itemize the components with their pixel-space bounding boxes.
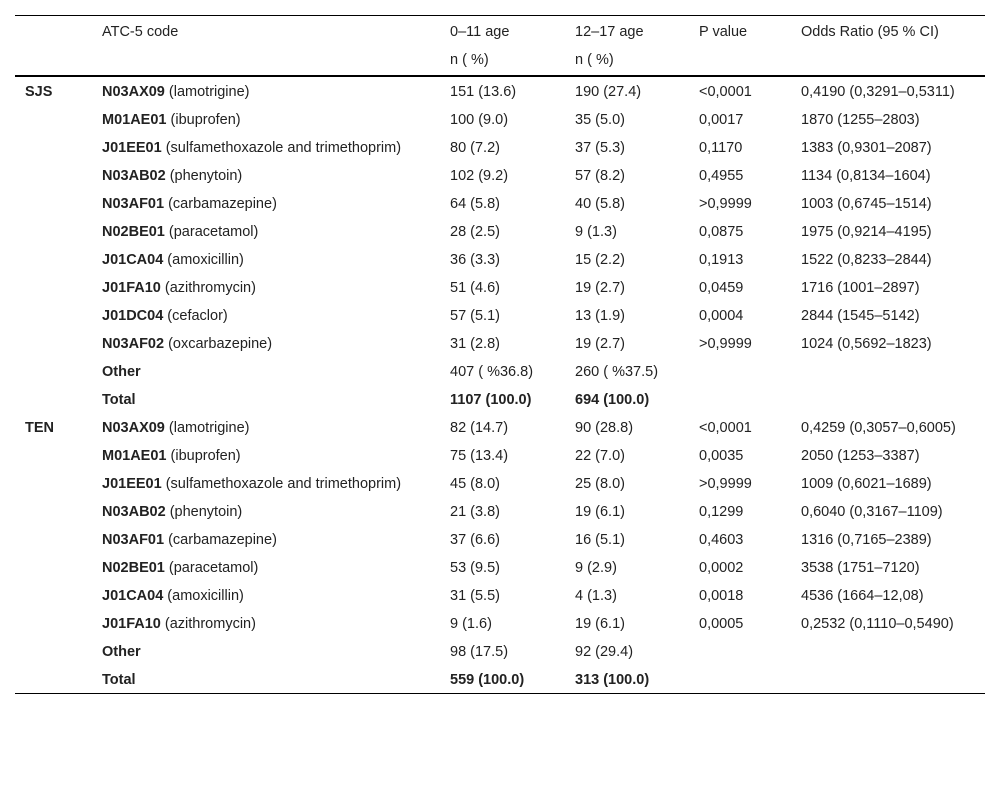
table-row	[15, 217, 985, 245]
atc-code-cell	[92, 161, 440, 189]
odds-ratio	[791, 357, 985, 385]
table-body	[15, 76, 985, 694]
drug-name: (sulfamethoxazole and trimethoprim)	[165, 476, 402, 492]
drug-name: (lamotrigine)	[168, 84, 250, 100]
p-value: 0,1170	[699, 140, 743, 156]
atc-code-cell	[92, 441, 440, 469]
drug-name: (amoxicillin)	[167, 252, 244, 268]
count-age-0-11: 102 (9.2)	[450, 168, 509, 184]
table-row	[15, 76, 985, 105]
odds-ratio: 1383 (0,9301–2087)	[801, 140, 932, 156]
count-age-0-11: 82 (14.7)	[450, 420, 509, 436]
p-value: 0,0459	[699, 280, 744, 296]
count-age-0-11: 64 (5.8)	[450, 196, 500, 212]
total-age-12-17: 694 (100.0)	[575, 392, 650, 408]
table-row	[15, 133, 985, 161]
subheader-row	[15, 45, 985, 76]
atc-code: J01EE01	[102, 476, 162, 492]
atc-code-cell	[92, 76, 440, 105]
count-age-0-11: 151 (13.6)	[450, 84, 517, 100]
p-value: 0,1299	[699, 504, 744, 520]
atc-code: N03AB02	[102, 168, 166, 184]
header-age-0-11: 0–11 age	[440, 16, 565, 46]
group-cell	[15, 497, 92, 525]
count-age-12-17: 19 (2.7)	[575, 336, 625, 352]
p-value: 0,0002	[699, 560, 744, 576]
p-value: 0,0035	[699, 448, 744, 464]
drug-name: (paracetamol)	[168, 560, 259, 576]
odds-ratio: 1870 (1255–2803)	[801, 112, 920, 128]
table-row	[15, 581, 985, 609]
other-label: Other	[102, 364, 141, 380]
atc-code: N02BE01	[102, 560, 165, 576]
group-cell	[15, 301, 92, 329]
atc-code: M01AE01	[102, 448, 167, 464]
count-age-12-17: 15 (2.2)	[575, 252, 625, 268]
count-age-12-17: 37 (5.3)	[575, 140, 625, 156]
p-value	[689, 385, 791, 413]
count-age-12-17: 19 (6.1)	[575, 616, 625, 632]
group-cell	[15, 609, 92, 637]
table-header	[15, 16, 985, 77]
drug-name: (phenytoin)	[169, 504, 243, 520]
other-age-0-11: 407 ( %36.8)	[450, 364, 534, 380]
total-label: Total	[102, 392, 136, 408]
total-age-12-17: 313 (100.0)	[565, 665, 689, 694]
drug-name: (cefaclor)	[167, 308, 228, 324]
group-cell	[15, 525, 92, 553]
odds-ratio: 1975 (0,9214–4195)	[801, 224, 932, 240]
odds-ratio: 2844 (1545–5142)	[801, 308, 920, 324]
count-age-12-17: 13 (1.9)	[575, 308, 625, 324]
total-row	[15, 665, 985, 694]
odds-ratio: 1009 (0,6021–1689)	[801, 476, 932, 492]
p-value: 0,0018	[699, 588, 744, 604]
group-cell	[15, 217, 92, 245]
odds-ratio: 1024 (0,5692–1823)	[801, 336, 932, 352]
p-value: 0,4603	[699, 532, 744, 548]
atc-code: N02BE01	[102, 224, 165, 240]
atc-code-cell	[92, 133, 440, 161]
group-cell	[15, 105, 92, 133]
drug-name: (paracetamol)	[168, 224, 259, 240]
odds-ratio: 0,6040 (0,3167–1109)	[801, 504, 943, 520]
drug-name: (azithromycin)	[164, 616, 256, 632]
atc-code-cell	[92, 189, 440, 217]
atc-code: N03AF01	[102, 196, 165, 212]
odds-ratio: 1716 (1001–2897)	[801, 280, 920, 296]
atc-code: N03AF02	[102, 336, 165, 352]
odds-ratio: 4536 (1664–12,08)	[801, 588, 924, 604]
atc-code: J01CA04	[102, 252, 164, 268]
group-label: TEN	[25, 420, 54, 436]
drug-name: (carbamazepine)	[168, 532, 277, 548]
p-value: 0,1913	[699, 252, 744, 268]
p-value: 0,0875	[699, 224, 744, 240]
table-row	[15, 441, 985, 469]
p-value	[689, 665, 791, 694]
atc-code: J01DC04	[102, 308, 164, 324]
count-age-0-11: 100 (9.0)	[450, 112, 509, 128]
header-atc-code: ATC-5 code	[92, 16, 440, 46]
odds-ratio	[791, 385, 985, 413]
count-age-0-11: 21 (3.8)	[450, 504, 500, 520]
group-cell	[15, 133, 92, 161]
count-age-12-17: 90 (28.8)	[575, 420, 634, 436]
p-value: 0,0017	[699, 112, 744, 128]
header-group	[15, 16, 92, 46]
drug-name: (oxcarbazepine)	[168, 336, 273, 352]
group-cell	[15, 553, 92, 581]
atc-code-cell	[92, 525, 440, 553]
count-age-0-11: 57 (5.1)	[450, 308, 500, 324]
count-age-0-11: 75 (13.4)	[450, 448, 509, 464]
table-row	[15, 525, 985, 553]
atc-code: N03AB02	[102, 504, 166, 520]
count-age-0-11: 9 (1.6)	[450, 616, 492, 632]
atc-code-cell	[92, 273, 440, 301]
other-age-0-11: 98 (17.5)	[450, 644, 509, 660]
table-row	[15, 413, 985, 441]
total-row	[15, 385, 985, 413]
p-value: <0,0001	[699, 420, 752, 436]
group-cell	[15, 469, 92, 497]
count-age-12-17: 4 (1.3)	[575, 588, 617, 604]
atc-code: J01CA04	[102, 588, 164, 604]
atc-code: N03AF01	[102, 532, 165, 548]
group-cell	[15, 385, 92, 413]
count-age-12-17: 16 (5.1)	[575, 532, 625, 548]
odds-ratio: 1134 (0,8134–1604)	[801, 168, 931, 184]
atc-code: J01EE01	[102, 140, 162, 156]
odds-ratio	[791, 637, 985, 665]
header-odds-ratio: Odds Ratio (95 % CI)	[791, 16, 985, 46]
atc-code: N03AX09	[102, 420, 165, 436]
p-value: >0,9999	[699, 196, 752, 212]
drug-name: (sulfamethoxazole and trimethoprim)	[165, 140, 402, 156]
odds-ratio	[791, 665, 985, 694]
group-cell	[15, 245, 92, 273]
header-age-12-17: 12–17 age	[565, 16, 689, 46]
count-age-12-17: 190 (27.4)	[575, 84, 642, 100]
count-age-12-17: 57 (8.2)	[575, 168, 625, 184]
table-row	[15, 469, 985, 497]
group-cell	[15, 441, 92, 469]
drug-name: (lamotrigine)	[168, 420, 250, 436]
table-row	[15, 161, 985, 189]
count-age-0-11: 80 (7.2)	[450, 140, 500, 156]
atc-code-cell	[92, 329, 440, 357]
odds-ratio: 0,4259 (0,3057–0,6005)	[801, 420, 956, 436]
atc-code-cell	[92, 497, 440, 525]
odds-ratio: 1316 (0,7165–2389)	[801, 532, 932, 548]
group-cell	[15, 329, 92, 357]
drug-name: (carbamazepine)	[168, 196, 277, 212]
p-value	[689, 357, 791, 385]
p-value: >0,9999	[699, 336, 752, 352]
group-cell	[15, 161, 92, 189]
count-age-0-11: 45 (8.0)	[450, 476, 500, 492]
p-value: 0,4955	[699, 168, 744, 184]
table-row	[15, 245, 985, 273]
odds-ratio: 0,2532 (0,1110–0,5490)	[801, 616, 954, 632]
table-row	[15, 301, 985, 329]
odds-ratio: 2050 (1253–3387)	[801, 448, 920, 464]
atc-code-cell	[92, 609, 440, 637]
table-row	[15, 553, 985, 581]
drug-name: (azithromycin)	[164, 280, 256, 296]
other-age-12-17: 260 ( %37.5)	[575, 364, 659, 380]
count-age-12-17: 19 (6.1)	[575, 504, 625, 520]
other-row	[15, 637, 985, 665]
atc-code-cell	[92, 469, 440, 497]
atc-code: M01AE01	[102, 112, 167, 128]
odds-ratio: 1003 (0,6745–1514)	[801, 196, 932, 212]
group-cell	[15, 189, 92, 217]
count-age-12-17: 22 (7.0)	[575, 448, 625, 464]
odds-ratio: 0,4190 (0,3291–0,5311)	[801, 84, 955, 100]
atc-code-cell	[92, 217, 440, 245]
drug-name: (amoxicillin)	[167, 588, 244, 604]
count-age-0-11: 37 (6.6)	[450, 532, 500, 548]
p-value: 0,0005	[699, 616, 744, 632]
count-age-12-17: 9 (1.3)	[575, 224, 617, 240]
count-age-12-17: 35 (5.0)	[575, 112, 625, 128]
count-age-12-17: 9 (2.9)	[575, 560, 617, 576]
count-age-0-11: 31 (5.5)	[450, 588, 500, 604]
group-cell	[15, 665, 92, 694]
atc-code: J01FA10	[102, 280, 161, 296]
header-p-value: P value	[689, 16, 791, 46]
count-age-0-11: 53 (9.5)	[450, 560, 500, 576]
other-label: Other	[102, 644, 141, 660]
group-cell	[15, 637, 92, 665]
count-age-12-17: 40 (5.8)	[575, 196, 625, 212]
count-age-12-17: 19 (2.7)	[575, 280, 625, 296]
odds-ratio: 1522 (0,8233–2844)	[801, 252, 932, 268]
p-value: 0,0004	[699, 308, 744, 324]
atc-code: J01FA10	[102, 616, 161, 632]
results-table	[15, 15, 985, 694]
group-cell	[15, 357, 92, 385]
atc-code-cell	[92, 105, 440, 133]
p-value: <0,0001	[699, 84, 752, 100]
table-row	[15, 105, 985, 133]
group-cell	[15, 581, 92, 609]
atc-code-cell	[92, 245, 440, 273]
drug-name: (ibuprofen)	[170, 112, 241, 128]
drug-name: (phenytoin)	[169, 168, 243, 184]
total-age-0-11: 559 (100.0)	[440, 665, 565, 694]
count-age-0-11: 31 (2.8)	[450, 336, 500, 352]
atc-code-cell	[92, 301, 440, 329]
total-label: Total	[92, 665, 440, 694]
table-row	[15, 329, 985, 357]
atc-code: N03AX09	[102, 84, 165, 100]
table-row	[15, 273, 985, 301]
subheader-age-12-17: n ( %)	[565, 45, 689, 76]
table-row	[15, 497, 985, 525]
group-cell	[15, 273, 92, 301]
count-age-12-17: 25 (8.0)	[575, 476, 625, 492]
other-row	[15, 357, 985, 385]
atc-code-cell	[92, 413, 440, 441]
p-value	[689, 637, 791, 665]
p-value: >0,9999	[699, 476, 752, 492]
count-age-0-11: 36 (3.3)	[450, 252, 500, 268]
header-row	[15, 16, 985, 46]
odds-ratio: 3538 (1751–7120)	[801, 560, 920, 576]
count-age-0-11: 51 (4.6)	[450, 280, 500, 296]
group-label: SJS	[25, 84, 53, 100]
drug-name: (ibuprofen)	[170, 448, 241, 464]
atc-code-cell	[92, 553, 440, 581]
count-age-0-11: 28 (2.5)	[450, 224, 500, 240]
table-row	[15, 189, 985, 217]
subheader-age-0-11: n ( %)	[440, 45, 565, 76]
table-row	[15, 609, 985, 637]
atc-code-cell	[92, 581, 440, 609]
other-age-12-17: 92 (29.4)	[575, 644, 634, 660]
total-age-0-11: 1107 (100.0)	[450, 392, 532, 408]
